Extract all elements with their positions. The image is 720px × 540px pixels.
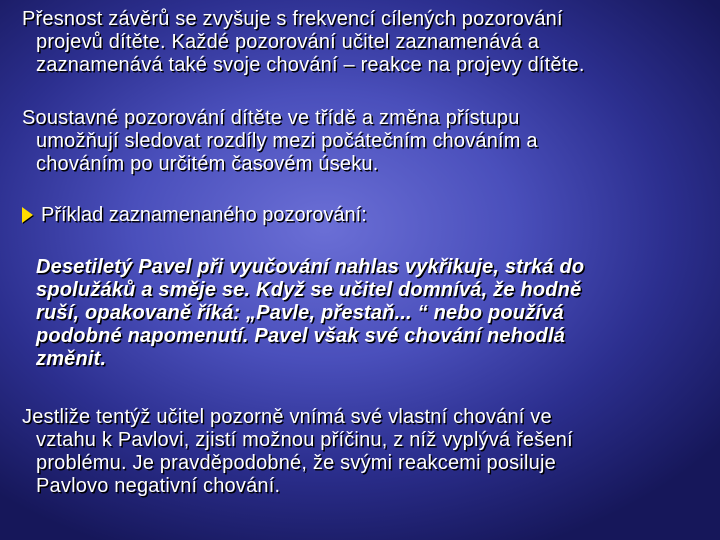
text-line: změnit. bbox=[36, 348, 107, 370]
text-line: ruší, opakovaně říká: „Pavle, přestaň... “ nebo používá bbox=[36, 302, 564, 324]
text-line: zaznamenává také svoje chování – reakce na projevy dítěte. bbox=[36, 54, 585, 76]
text-line: Jestliže tentýž učitel pozorně vnímá své vlastní chování ve bbox=[22, 406, 552, 428]
text-line: Soustavné pozorování dítěte ve třídě a změna přístupu bbox=[22, 107, 520, 129]
bullet-example-heading bbox=[22, 204, 367, 227]
text-line: projevů dítěte. Každé pozorování učitel zaznamenává a bbox=[36, 31, 540, 53]
text-line: Desetiletý Pavel při vyučování nahlas vykřikuje, strká do bbox=[36, 256, 585, 278]
text-line: chováním po určitém časovém úseku. bbox=[36, 153, 379, 175]
bullet-text: Příklad zaznamenaného pozorování: bbox=[41, 204, 367, 226]
paragraph-same-teacher bbox=[22, 406, 573, 498]
text-line: umožňují sledovat rozdíly mezi počátečním chováním a bbox=[36, 130, 538, 152]
paragraph-continuous-observation bbox=[22, 107, 538, 176]
paragraph-frequency bbox=[22, 8, 585, 77]
arrow-bullet-icon bbox=[22, 207, 33, 223]
text-line: podobné napomenutí. Pavel však své chování nehodlá bbox=[36, 325, 566, 347]
text-line: problému. Je pravděpodobné, že svými reakcemi posiluje bbox=[36, 452, 556, 474]
text-line: spolužáků a směje se. Když se učitel domnívá, že hodně bbox=[36, 279, 582, 301]
text-line: vztahu k Pavlovi, zjistí možnou příčinu, z níž vyplývá řešení bbox=[36, 429, 573, 451]
example-observation bbox=[36, 256, 584, 371]
text-line: Pavlovo negativní chování. bbox=[36, 475, 281, 497]
text-line: Přesnost závěrů se zvyšuje s frekvencí cílených pozorování bbox=[22, 8, 563, 30]
